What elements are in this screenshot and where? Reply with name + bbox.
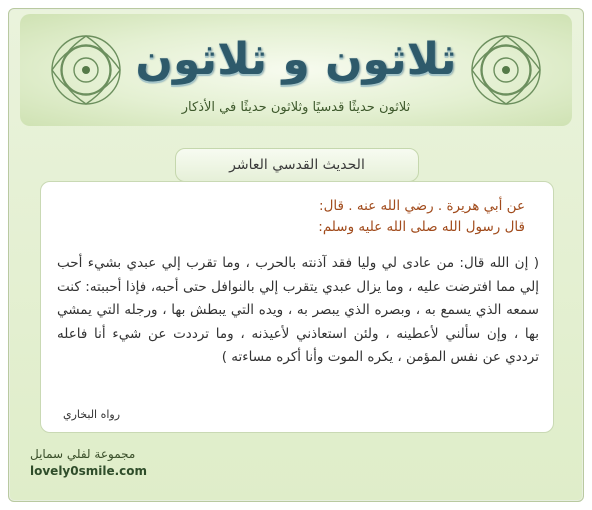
header-banner <box>20 14 572 126</box>
page-subtitle: ثلاثون حديثًا قدسيًا وثلاثون حديثًا في الأذكار <box>181 100 411 115</box>
hadith-text: ( إن الله قال: من عادى لي وليا فقد آذنته بالحرب ، وما تقرب إلي عبدي بشيء أحب إلي مما افترضت عليه ، وما يزال عبدي يتقرب إلي بالنوافل حتى أحبه، فإذا أحببته: كنت سمعه الذي يسمع به ، وبصره الذي يبصر به ، ويده التي يبطش بها ، ورجله التي يمشي بها ، وإن سألني لأعطينه ، ولئن استعاذني لأعيذنه ، وما ترددت عن شيء أنا فاعله ترددي عن نفس المؤمن ، يكره الموت وأنا أكره مساءته ) <box>57 255 539 365</box>
hadith-card <box>40 181 554 433</box>
intro-line-1: عن أبي هريرة . رضي الله عنه . قال: <box>319 198 525 214</box>
intro-line-2: قال رسول الله صلى الله عليه وسلم: <box>318 219 525 235</box>
hadith-intro <box>318 196 525 238</box>
footer-url-link[interactable]: lovely0smile.com <box>30 464 148 478</box>
page-title: ثلاثون و ثلاثون <box>135 34 457 85</box>
narrator-label: رواه البخاري <box>63 408 121 421</box>
footer-site-name: مجموعة لفلي سمايل <box>30 447 136 461</box>
section-heading: الحديث القدسي العاشر <box>175 148 419 182</box>
